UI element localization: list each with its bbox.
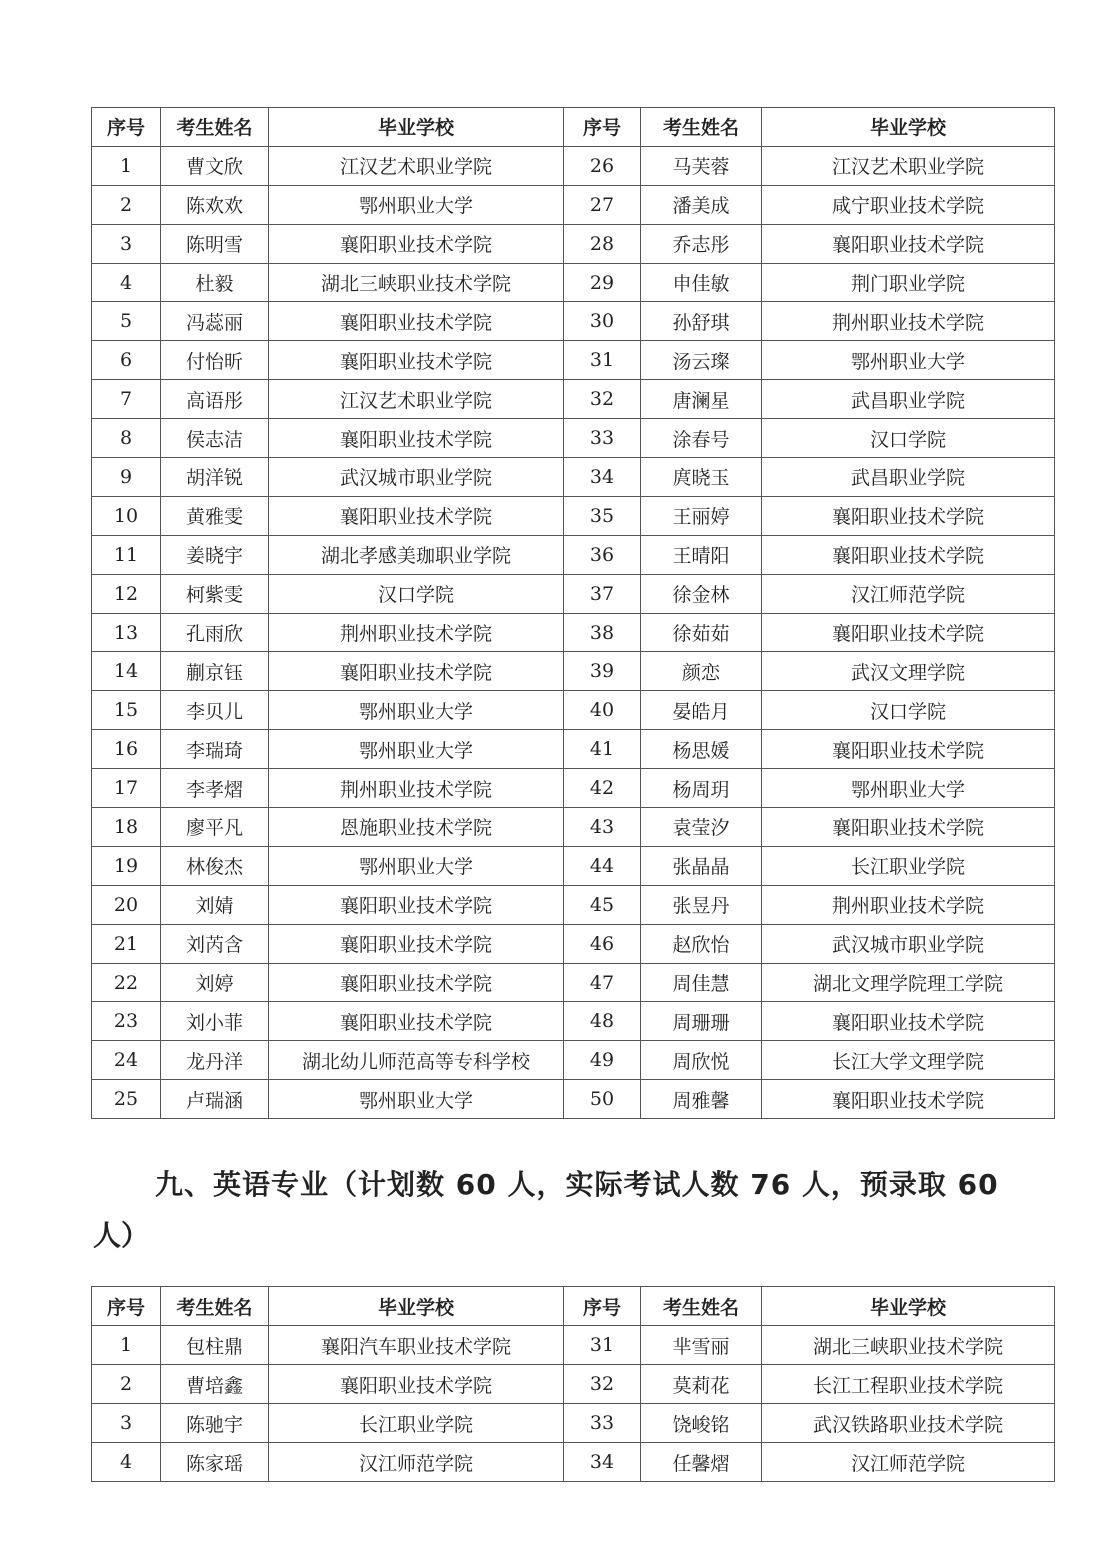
table-row bbox=[92, 535, 1055, 574]
cell-number: 19 bbox=[92, 846, 161, 885]
cell-name: 马芙蓉 bbox=[641, 146, 762, 185]
cell-school: 襄阳职业技术学院 bbox=[269, 302, 564, 341]
table-header-row bbox=[92, 108, 1055, 147]
cell-name: 唐澜星 bbox=[641, 380, 762, 419]
cell-name: 卢瑞涵 bbox=[161, 1080, 269, 1119]
cell-school: 襄阳职业技术学院 bbox=[269, 496, 564, 535]
cell-school: 鄂州职业大学 bbox=[269, 185, 564, 224]
cell-number: 3 bbox=[92, 1404, 161, 1443]
cell-number: 41 bbox=[564, 730, 641, 769]
cell-number: 15 bbox=[92, 691, 161, 730]
cell-school: 湖北三峡职业技术学院 bbox=[762, 1326, 1055, 1365]
cell-name: 李孝熠 bbox=[161, 769, 269, 808]
cell-name: 孙舒琪 bbox=[641, 302, 762, 341]
cell-name: 廖平凡 bbox=[161, 808, 269, 847]
cell-number: 42 bbox=[564, 769, 641, 808]
header-school: 毕业学校 bbox=[269, 1287, 564, 1326]
cell-school: 长江大学文理学院 bbox=[762, 1041, 1055, 1080]
table-row bbox=[92, 146, 1055, 185]
cell-school: 襄阳职业技术学院 bbox=[762, 535, 1055, 574]
cell-number: 13 bbox=[92, 613, 161, 652]
cell-number: 33 bbox=[564, 419, 641, 458]
cell-school: 襄阳职业技术学院 bbox=[762, 808, 1055, 847]
cell-number: 32 bbox=[564, 1365, 641, 1404]
cell-number: 10 bbox=[92, 496, 161, 535]
cell-school: 襄阳职业技术学院 bbox=[269, 885, 564, 924]
cell-number: 30 bbox=[564, 302, 641, 341]
cell-name: 周佳慧 bbox=[641, 963, 762, 1002]
cell-number: 40 bbox=[564, 691, 641, 730]
cell-name: 柯紫雯 bbox=[161, 574, 269, 613]
table-row bbox=[92, 496, 1055, 535]
cell-name: 林俊杰 bbox=[161, 846, 269, 885]
cell-name: 刘芮含 bbox=[161, 924, 269, 963]
cell-number: 44 bbox=[564, 846, 641, 885]
cell-school: 荆州职业技术学院 bbox=[269, 613, 564, 652]
cell-number: 17 bbox=[92, 769, 161, 808]
cell-school: 汉口学院 bbox=[762, 691, 1055, 730]
cell-school: 鄂州职业大学 bbox=[762, 341, 1055, 380]
cell-number: 25 bbox=[92, 1080, 161, 1119]
cell-number: 3 bbox=[92, 224, 161, 263]
cell-number: 18 bbox=[92, 808, 161, 847]
table-row bbox=[92, 574, 1055, 613]
cell-number: 8 bbox=[92, 419, 161, 458]
cell-school: 汉江师范学院 bbox=[762, 574, 1055, 613]
cell-number: 1 bbox=[92, 1326, 161, 1365]
cell-school: 鄂州职业大学 bbox=[762, 769, 1055, 808]
cell-number: 6 bbox=[92, 341, 161, 380]
table-row bbox=[92, 846, 1055, 885]
cell-school: 汉江师范学院 bbox=[762, 1443, 1055, 1482]
cell-name: 蒯京钰 bbox=[161, 652, 269, 691]
cell-name: 孔雨欣 bbox=[161, 613, 269, 652]
cell-name: 黄雅雯 bbox=[161, 496, 269, 535]
cell-number: 14 bbox=[92, 652, 161, 691]
cell-name: 曹培鑫 bbox=[161, 1365, 269, 1404]
table-row bbox=[92, 341, 1055, 380]
cell-school: 武昌职业学院 bbox=[762, 458, 1055, 497]
cell-name: 晏皓月 bbox=[641, 691, 762, 730]
cell-name: 陈明雪 bbox=[161, 224, 269, 263]
section-heading: 九、英语专业（计划数 60 人，实际考试人数 76 人，预录取 60 bbox=[155, 1168, 999, 1201]
cell-number: 5 bbox=[92, 302, 161, 341]
cell-number: 45 bbox=[564, 885, 641, 924]
cell-school: 襄阳汽车职业技术学院 bbox=[269, 1326, 564, 1365]
table-row bbox=[92, 652, 1055, 691]
table-row bbox=[92, 1080, 1055, 1119]
header-name: 考生姓名 bbox=[161, 1287, 269, 1326]
table-row bbox=[92, 613, 1055, 652]
table-row bbox=[92, 1365, 1055, 1404]
cell-school: 襄阳职业技术学院 bbox=[762, 1080, 1055, 1119]
cell-school: 襄阳职业技术学院 bbox=[269, 224, 564, 263]
cell-school: 襄阳职业技术学院 bbox=[762, 730, 1055, 769]
header-school: 毕业学校 bbox=[762, 108, 1055, 147]
cell-school: 江汉艺术职业学院 bbox=[269, 146, 564, 185]
table-row bbox=[92, 691, 1055, 730]
cell-school: 长江工程职业技术学院 bbox=[762, 1365, 1055, 1404]
cell-name: 张昱丹 bbox=[641, 885, 762, 924]
cell-name: 袁莹汐 bbox=[641, 808, 762, 847]
admission-table-1 bbox=[91, 107, 1055, 1119]
cell-number: 43 bbox=[564, 808, 641, 847]
cell-name: 冯蕊丽 bbox=[161, 302, 269, 341]
cell-name: 周雅馨 bbox=[641, 1080, 762, 1119]
cell-school: 汉口学院 bbox=[762, 419, 1055, 458]
cell-number: 34 bbox=[564, 1443, 641, 1482]
cell-number: 39 bbox=[564, 652, 641, 691]
table-row bbox=[92, 380, 1055, 419]
cell-school: 武汉铁路职业技术学院 bbox=[762, 1404, 1055, 1443]
cell-school: 湖北三峡职业技术学院 bbox=[269, 263, 564, 302]
cell-number: 27 bbox=[564, 185, 641, 224]
cell-number: 37 bbox=[564, 574, 641, 613]
cell-school: 恩施职业技术学院 bbox=[269, 808, 564, 847]
cell-name: 庹晓玉 bbox=[641, 458, 762, 497]
cell-number: 24 bbox=[92, 1041, 161, 1080]
table-row bbox=[92, 924, 1055, 963]
cell-number: 50 bbox=[564, 1080, 641, 1119]
cell-number: 26 bbox=[564, 146, 641, 185]
cell-school: 鄂州职业大学 bbox=[269, 691, 564, 730]
table-row bbox=[92, 302, 1055, 341]
cell-number: 47 bbox=[564, 963, 641, 1002]
cell-school: 江汉艺术职业学院 bbox=[269, 380, 564, 419]
cell-name: 汤云璨 bbox=[641, 341, 762, 380]
header-school: 毕业学校 bbox=[762, 1287, 1055, 1326]
cell-school: 襄阳职业技术学院 bbox=[269, 341, 564, 380]
cell-number: 22 bbox=[92, 963, 161, 1002]
cell-name: 李贝儿 bbox=[161, 691, 269, 730]
cell-name: 徐金林 bbox=[641, 574, 762, 613]
cell-number: 12 bbox=[92, 574, 161, 613]
cell-number: 34 bbox=[564, 458, 641, 497]
cell-school: 襄阳职业技术学院 bbox=[269, 924, 564, 963]
cell-name: 颜恋 bbox=[641, 652, 762, 691]
cell-name: 曹文欣 bbox=[161, 146, 269, 185]
cell-number: 7 bbox=[92, 380, 161, 419]
cell-number: 4 bbox=[92, 1443, 161, 1482]
table-row bbox=[92, 885, 1055, 924]
cell-school: 荆州职业技术学院 bbox=[762, 885, 1055, 924]
cell-name: 陈驰宇 bbox=[161, 1404, 269, 1443]
cell-school: 荆门职业学院 bbox=[762, 263, 1055, 302]
cell-name: 莫莉花 bbox=[641, 1365, 762, 1404]
stamp-mark bbox=[1074, 590, 1096, 730]
cell-name: 刘婧 bbox=[161, 885, 269, 924]
table-row bbox=[92, 769, 1055, 808]
cell-number: 1 bbox=[92, 146, 161, 185]
cell-number: 28 bbox=[564, 224, 641, 263]
header-number: 序号 bbox=[564, 108, 641, 147]
table-row bbox=[92, 224, 1055, 263]
cell-school: 湖北文理学院理工学院 bbox=[762, 963, 1055, 1002]
cell-name: 刘婷 bbox=[161, 963, 269, 1002]
cell-number: 29 bbox=[564, 263, 641, 302]
table-row bbox=[92, 263, 1055, 302]
table-row bbox=[92, 185, 1055, 224]
table-body bbox=[92, 1326, 1055, 1482]
cell-number: 16 bbox=[92, 730, 161, 769]
cell-number: 32 bbox=[564, 380, 641, 419]
cell-number: 20 bbox=[92, 885, 161, 924]
table-row bbox=[92, 1326, 1055, 1365]
cell-school: 襄阳职业技术学院 bbox=[269, 1002, 564, 1041]
table-body bbox=[92, 146, 1055, 1118]
table-row bbox=[92, 730, 1055, 769]
table-row bbox=[92, 963, 1055, 1002]
cell-name: 付怡昕 bbox=[161, 341, 269, 380]
cell-school: 襄阳职业技术学院 bbox=[762, 613, 1055, 652]
cell-name: 王丽婷 bbox=[641, 496, 762, 535]
table-header-row bbox=[92, 1287, 1055, 1326]
cell-name: 龙丹洋 bbox=[161, 1041, 269, 1080]
cell-name: 申佳敏 bbox=[641, 263, 762, 302]
cell-school: 荆州职业技术学院 bbox=[269, 769, 564, 808]
cell-number: 2 bbox=[92, 1365, 161, 1404]
cell-name: 陈家瑶 bbox=[161, 1443, 269, 1482]
cell-school: 襄阳职业技术学院 bbox=[269, 963, 564, 1002]
cell-name: 陈欢欢 bbox=[161, 185, 269, 224]
cell-school: 湖北幼儿师范高等专科学校 bbox=[269, 1041, 564, 1080]
cell-school: 襄阳职业技术学院 bbox=[762, 1002, 1055, 1041]
table-row bbox=[92, 458, 1055, 497]
cell-number: 48 bbox=[564, 1002, 641, 1041]
cell-school: 襄阳职业技术学院 bbox=[762, 496, 1055, 535]
header-number: 序号 bbox=[564, 1287, 641, 1326]
cell-number: 46 bbox=[564, 924, 641, 963]
cell-name: 杨周玥 bbox=[641, 769, 762, 808]
cell-school: 长江职业学院 bbox=[269, 1404, 564, 1443]
cell-school: 汉口学院 bbox=[269, 574, 564, 613]
header-name: 考生姓名 bbox=[641, 108, 762, 147]
cell-name: 赵欣怡 bbox=[641, 924, 762, 963]
table-row bbox=[92, 1443, 1055, 1482]
cell-number: 33 bbox=[564, 1404, 641, 1443]
cell-school: 武汉文理学院 bbox=[762, 652, 1055, 691]
cell-name: 杨思媛 bbox=[641, 730, 762, 769]
cell-number: 31 bbox=[564, 1326, 641, 1365]
cell-name: 胡洋锐 bbox=[161, 458, 269, 497]
cell-number: 21 bbox=[92, 924, 161, 963]
cell-name: 包柱鼎 bbox=[161, 1326, 269, 1365]
cell-name: 徐茹茹 bbox=[641, 613, 762, 652]
header-name: 考生姓名 bbox=[161, 108, 269, 147]
cell-number: 9 bbox=[92, 458, 161, 497]
table-row bbox=[92, 419, 1055, 458]
header-number: 序号 bbox=[92, 108, 161, 147]
cell-name: 王晴阳 bbox=[641, 535, 762, 574]
cell-number: 38 bbox=[564, 613, 641, 652]
table-row bbox=[92, 1041, 1055, 1080]
cell-number: 31 bbox=[564, 341, 641, 380]
table-row bbox=[92, 1404, 1055, 1443]
cell-school: 湖北孝感美珈职业学院 bbox=[269, 535, 564, 574]
cell-name: 饶峻铭 bbox=[641, 1404, 762, 1443]
cell-name: 刘小菲 bbox=[161, 1002, 269, 1041]
cell-school: 襄阳职业技术学院 bbox=[269, 1365, 564, 1404]
cell-school: 荆州职业技术学院 bbox=[762, 302, 1055, 341]
section-heading-continued: 人） bbox=[93, 1219, 150, 1252]
cell-school: 襄阳职业技术学院 bbox=[762, 224, 1055, 263]
cell-number: 49 bbox=[564, 1041, 641, 1080]
table-row bbox=[92, 1002, 1055, 1041]
cell-name: 芈雪丽 bbox=[641, 1326, 762, 1365]
cell-number: 23 bbox=[92, 1002, 161, 1041]
cell-school: 鄂州职业大学 bbox=[269, 730, 564, 769]
cell-name: 高语彤 bbox=[161, 380, 269, 419]
cell-name: 李瑞琦 bbox=[161, 730, 269, 769]
cell-school: 武汉城市职业学院 bbox=[762, 924, 1055, 963]
cell-number: 36 bbox=[564, 535, 641, 574]
header-number: 序号 bbox=[92, 1287, 161, 1326]
cell-school: 武昌职业学院 bbox=[762, 380, 1055, 419]
cell-school: 长江职业学院 bbox=[762, 846, 1055, 885]
cell-school: 武汉城市职业学院 bbox=[269, 458, 564, 497]
cell-number: 4 bbox=[92, 263, 161, 302]
cell-name: 涂春号 bbox=[641, 419, 762, 458]
cell-number: 11 bbox=[92, 535, 161, 574]
cell-name: 乔志彤 bbox=[641, 224, 762, 263]
header-name: 考生姓名 bbox=[641, 1287, 762, 1326]
header-school: 毕业学校 bbox=[269, 108, 564, 147]
cell-school: 江汉艺术职业学院 bbox=[762, 146, 1055, 185]
cell-name: 任馨熠 bbox=[641, 1443, 762, 1482]
cell-school: 汉江师范学院 bbox=[269, 1443, 564, 1482]
cell-name: 周欣悦 bbox=[641, 1041, 762, 1080]
cell-number: 2 bbox=[92, 185, 161, 224]
admission-table-2 bbox=[91, 1286, 1055, 1482]
cell-name: 张晶晶 bbox=[641, 846, 762, 885]
cell-name: 杜毅 bbox=[161, 263, 269, 302]
cell-school: 鄂州职业大学 bbox=[269, 1080, 564, 1119]
cell-school: 鄂州职业大学 bbox=[269, 846, 564, 885]
cell-name: 潘美成 bbox=[641, 185, 762, 224]
cell-number: 35 bbox=[564, 496, 641, 535]
table-row bbox=[92, 808, 1055, 847]
cell-school: 襄阳职业技术学院 bbox=[269, 419, 564, 458]
cell-school: 咸宁职业技术学院 bbox=[762, 185, 1055, 224]
cell-name: 周珊珊 bbox=[641, 1002, 762, 1041]
cell-school: 襄阳职业技术学院 bbox=[269, 652, 564, 691]
cell-name: 姜晓宇 bbox=[161, 535, 269, 574]
cell-name: 侯志洁 bbox=[161, 419, 269, 458]
